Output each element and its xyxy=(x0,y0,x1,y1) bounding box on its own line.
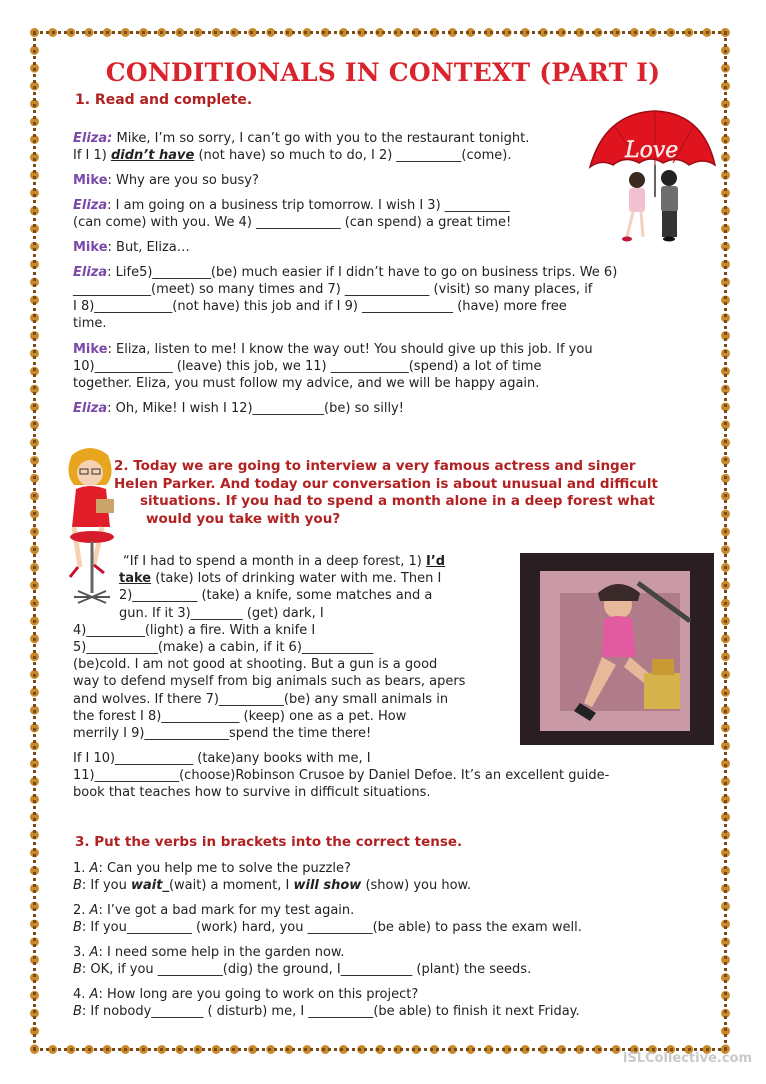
dialogue-line-4: Mike: But, Eliza… xyxy=(73,240,190,255)
dialogue-line-6: Mike: Eliza, listen to me! I know the way out! You should give up this job. If you 10)____________ (leave) this job, we 11) ____________(spend) a lot of time together. Eliza, you must follow my advice, and we will be happy again. xyxy=(73,342,593,391)
interview-paragraph-2: If I 10)____________ (take)any books with me, I 11)_____________(choose)Robinson Crusoe by Daniel Defoe. It’s an excellent guide- book that teaches how to survive in difficult situations. xyxy=(73,751,610,800)
speaker-eliza: Eliza xyxy=(73,198,108,213)
exercise-item-3: 3. A: I need some help in the garden now. B: OK, if you __________(dig) the ground, I___________ (plant) the seeds. xyxy=(73,945,532,977)
speaker-mike: Mike xyxy=(73,240,108,255)
exercise-item-4: 4. A: How long are you going to work on this project? B: If nobody________ ( disturb) me, I __________(be able) to finish it next Friday. xyxy=(73,987,580,1019)
speaker-eliza: Eliza: xyxy=(73,131,113,146)
speaker-eliza: Eliza xyxy=(73,265,108,280)
dialogue-line-1: Eliza: Mike, I’m so sorry, I can’t go with you to the restaurant tonight. If I 1) didn’t have (not have) so much to do, I 2) __________(come). xyxy=(73,131,530,163)
speaker-mike: Mike xyxy=(73,173,108,188)
page-title: CONDITIONALS IN CONTEXT (PART I) xyxy=(105,58,661,87)
speaker-eliza: Eliza xyxy=(73,401,108,416)
speaker-mike: Mike xyxy=(73,342,108,357)
exercise-item-1: 1. A: Can you help me to solve the puzzle? B: If you wait_(wait) a moment, I will show (show) you how. xyxy=(73,861,472,893)
section3-heading: 3. Put the verbs in brackets into the correct tense. xyxy=(75,834,463,850)
love-text: Love xyxy=(625,138,679,163)
actress-photo xyxy=(520,553,714,745)
section2-heading: 2. Today we are going to interview a very famous actress and singer Helen Parker. And today our conversation is about unusual and difficult situations. If you had to spend a month alone in a deep forest what would you take with you? xyxy=(114,458,658,527)
interview-paragraph-1: “If I had to spend a month in a deep forest, 1) I’d take (take) lots of drinking water with me. Then I 2)__________ (take) a knife, some matches and a gun. If it 3)________ (get) dark, I 4)_________(light) a fire. With a knife I 5)___________(make) a cabin, if it 6)___________ (be)cold. I am not good at shooting. But a gun is a good way to defend myself from big animals such as bears, apers and wolves. If there 7)__________(be) any small animals in the forest I 8)____________ (keep) one as a pet. How merrily I 9)_____________spend the time there! xyxy=(73,554,466,742)
dialogue-line-2: Mike: Why are you so busy? xyxy=(73,173,259,188)
example-answer-3b: will show xyxy=(293,878,362,893)
exercise-item-2: 2. A: I’ve got a bad mark for my test again. B: If you__________ (work) hard, you __________(be able) to pass the exam well. xyxy=(73,903,582,935)
dialogue-line-3: Eliza: I am going on a business trip tomorrow. I wish I 3) __________ (can come) with you. We 4) _____________ (can spend) a great time! xyxy=(73,198,512,230)
love-umbrella-image xyxy=(585,105,720,245)
dialogue-line-5: Eliza: Life5)_________(be) much easier if I didn’t have to go on business trips. We 6) ____________(meet) so many times and 7) _____________ (visit) so many places, if I 8)____________(not have) this job and if I 9) ______________ (have) more free time. xyxy=(73,265,618,331)
section1-heading: 1. Read and complete. xyxy=(75,92,253,108)
watermark: iSLCollective.com xyxy=(622,1051,752,1066)
example-answer-3a: wait_ xyxy=(131,878,169,893)
example-answer-2: I’d xyxy=(426,554,446,569)
dialogue-line-7: Eliza: Oh, Mike! I wish I 12)___________(be) so silly! xyxy=(73,401,404,416)
example-answer: didn’t have xyxy=(110,148,195,163)
